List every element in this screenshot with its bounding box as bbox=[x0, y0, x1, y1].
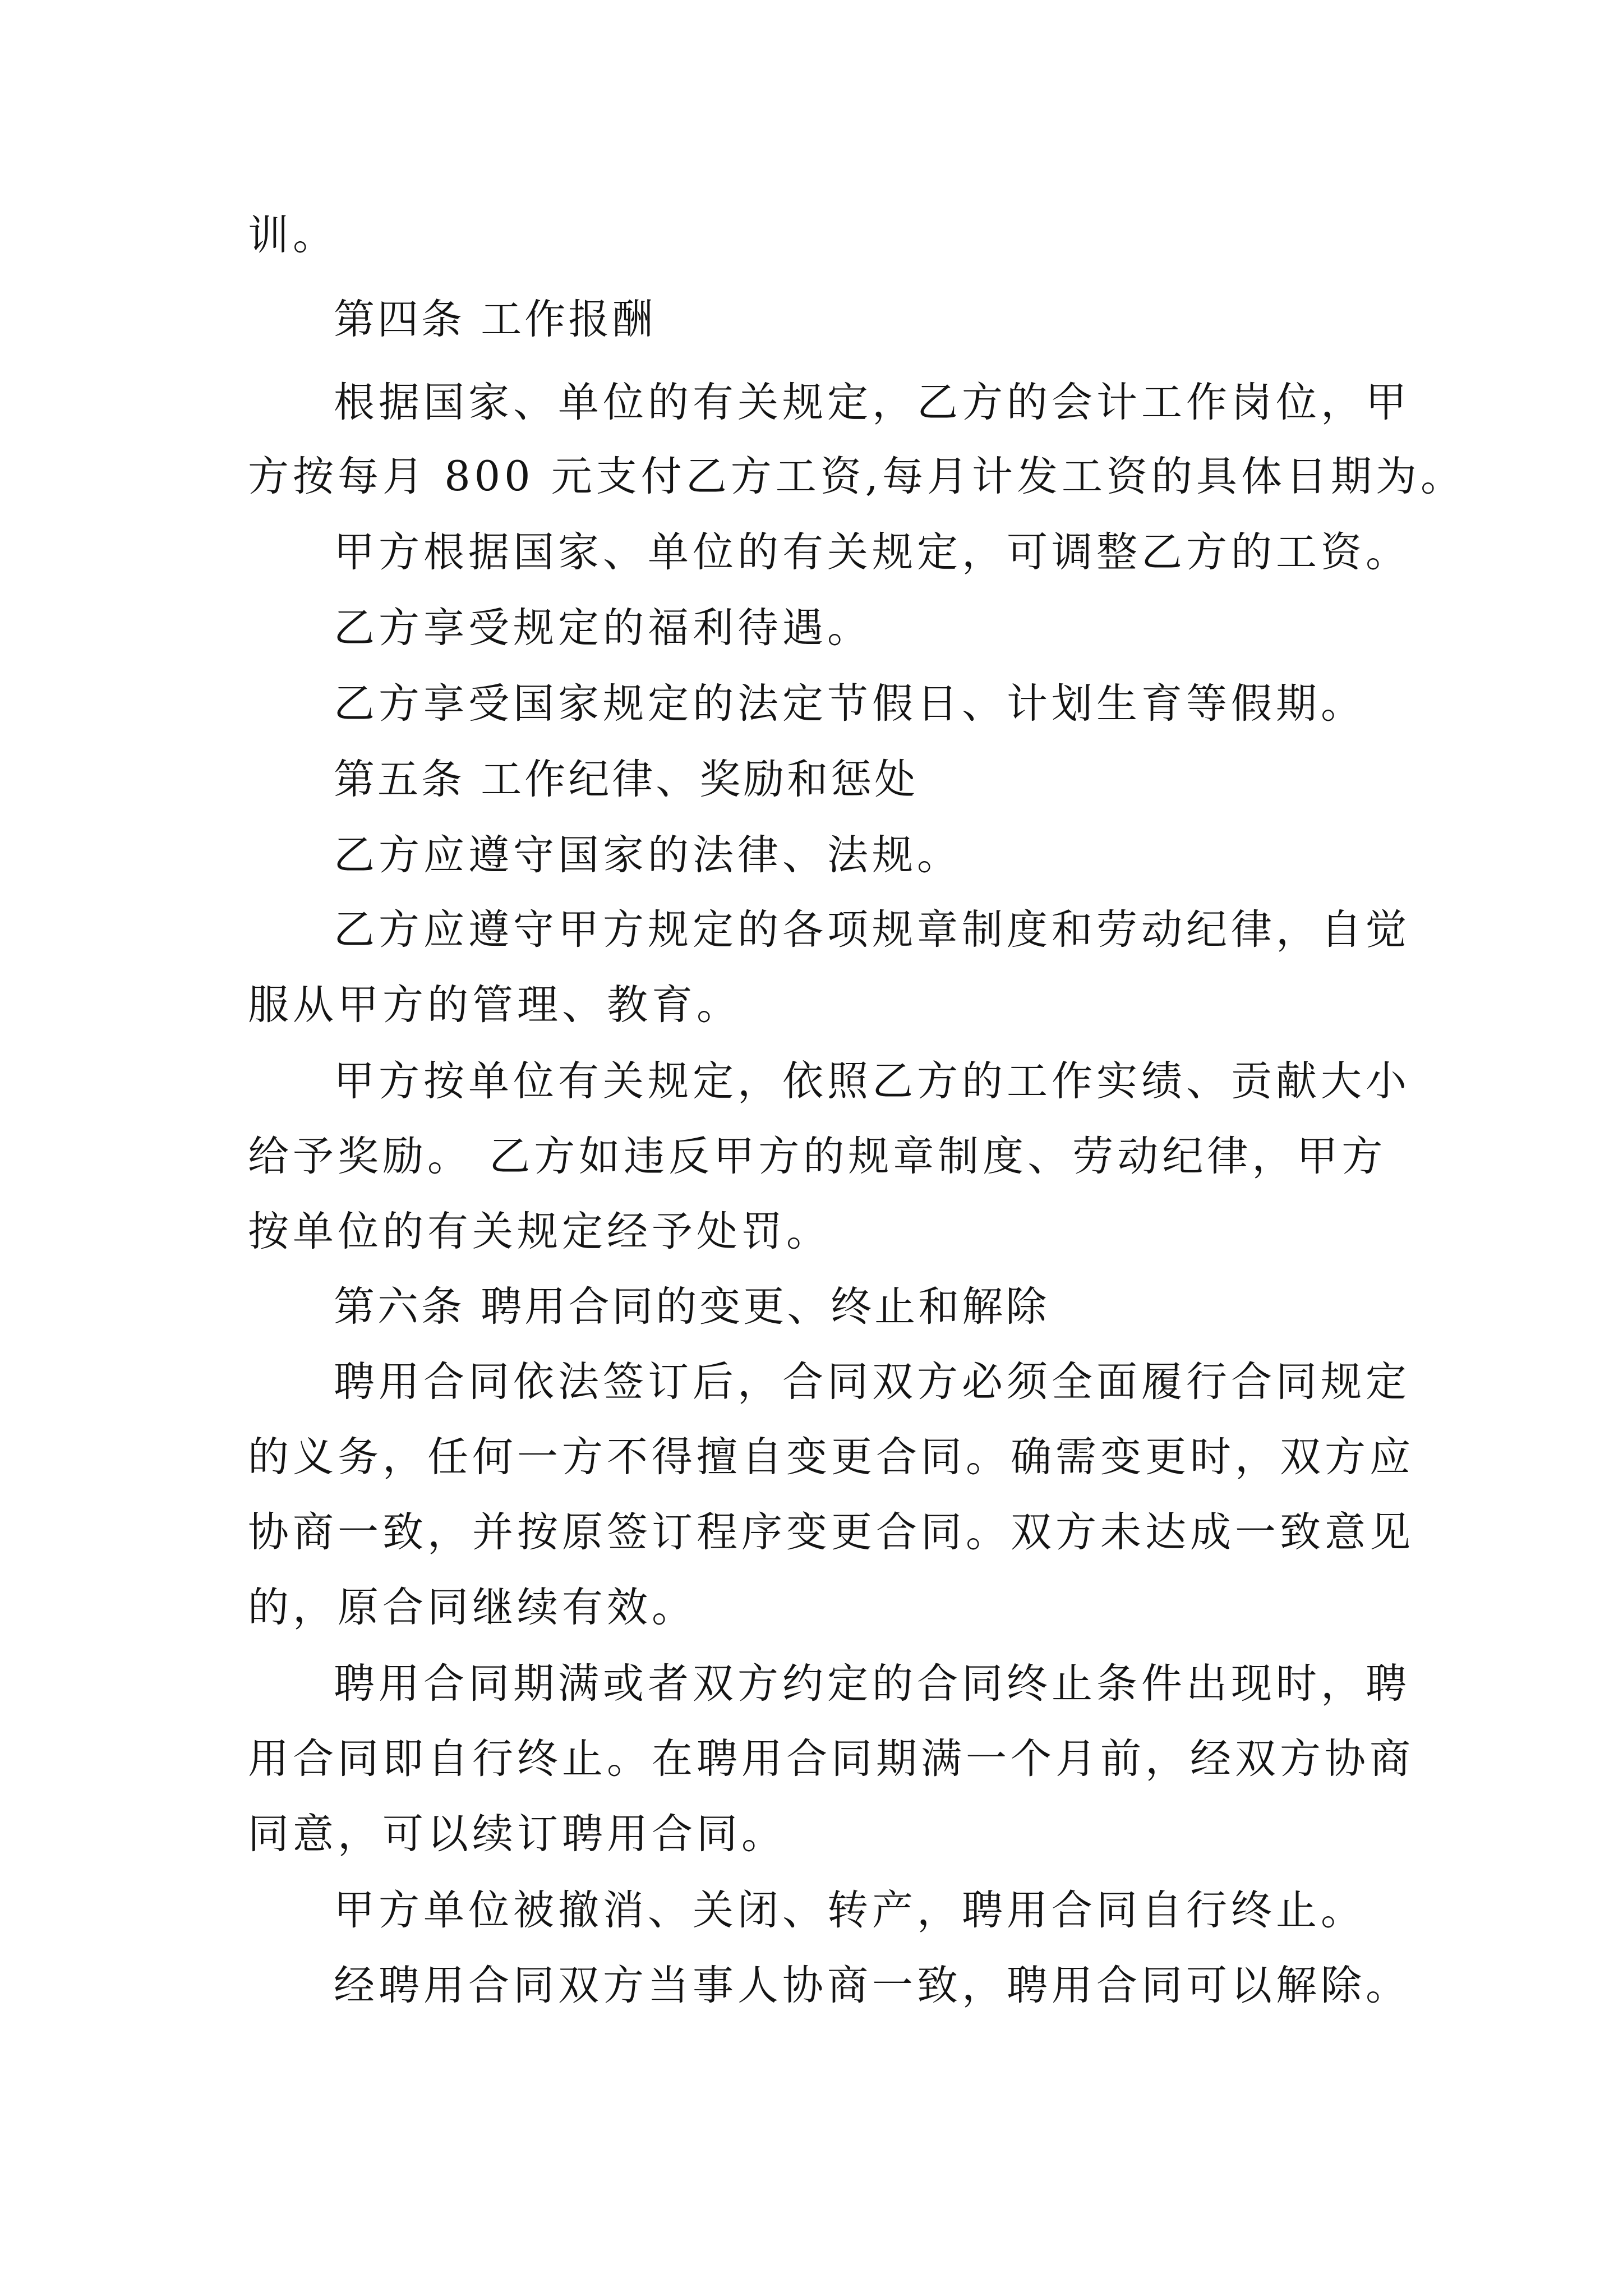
body-text-line: 方按每月 800 元支付乙方工资,每月计发工资的具体日期为。 bbox=[248, 453, 1465, 500]
body-text-line: 甲方根据国家、单位的有关规定，可调整乙方的工资。 bbox=[334, 528, 1410, 576]
body-text-line: 乙方应遵守国家的法律、法规。 bbox=[334, 831, 962, 879]
body-text-line: 协商一致，并按原签订程序变更合同。双方未达成一致意见 bbox=[248, 1508, 1414, 1556]
body-text-line: 乙方应遵守甲方规定的各项规章制度和劳动纪律，自觉 bbox=[334, 906, 1410, 954]
body-text-line: 给予奖励。 乙方如违反甲方的规章制度、劳动纪律，甲方 bbox=[248, 1133, 1387, 1180]
body-text-line: 甲方按单位有关规定，依照乙方的工作实绩、贡献大小 bbox=[334, 1057, 1410, 1105]
body-text-line: 按单位的有关规定经予处罚。 bbox=[248, 1208, 831, 1255]
body-text-line: 甲方单位被撤消、关闭、转产，聘用合同自行终止。 bbox=[334, 1887, 1366, 1934]
article-5-heading: 第五条 工作纪律、奖励和惩处 bbox=[334, 756, 919, 803]
body-text-line: 根据国家、单位的有关规定，乙方的会计工作岗位，甲 bbox=[334, 379, 1410, 426]
body-text-line: 用合同即自行终止。在聘用合同期满一个月前，经双方协商 bbox=[248, 1735, 1414, 1783]
article-6-heading: 第六条 聘用合同的变更、终止和解除 bbox=[334, 1283, 1050, 1331]
body-text-line: 训。 bbox=[248, 211, 338, 259]
body-text-line: 的，原合同继续有效。 bbox=[248, 1584, 697, 1631]
body-text-line: 的义务，任何一方不得擅自变更合同。确需变更时，双方应 bbox=[248, 1433, 1414, 1481]
body-text-line: 聘用合同期满或者双方约定的合同终止条件出现时，聘 bbox=[334, 1660, 1410, 1708]
body-text-line: 服从甲方的管理、教育。 bbox=[248, 981, 741, 1029]
body-text-line: 同意，可以续订聘用合同。 bbox=[248, 1810, 786, 1858]
body-text-line: 乙方享受国家规定的法定节假日、计划生育等假期。 bbox=[334, 680, 1366, 728]
body-text-line: 经聘用合同双方当事人协商一致，聘用合同可以解除。 bbox=[334, 1962, 1410, 2009]
article-4-heading: 第四条 工作报酬 bbox=[334, 296, 656, 343]
body-text-line: 乙方享受规定的福利待遇。 bbox=[334, 604, 872, 652]
body-text-line: 聘用合同依法签订后，合同双方必须全面履行合同规定 bbox=[334, 1358, 1410, 1406]
